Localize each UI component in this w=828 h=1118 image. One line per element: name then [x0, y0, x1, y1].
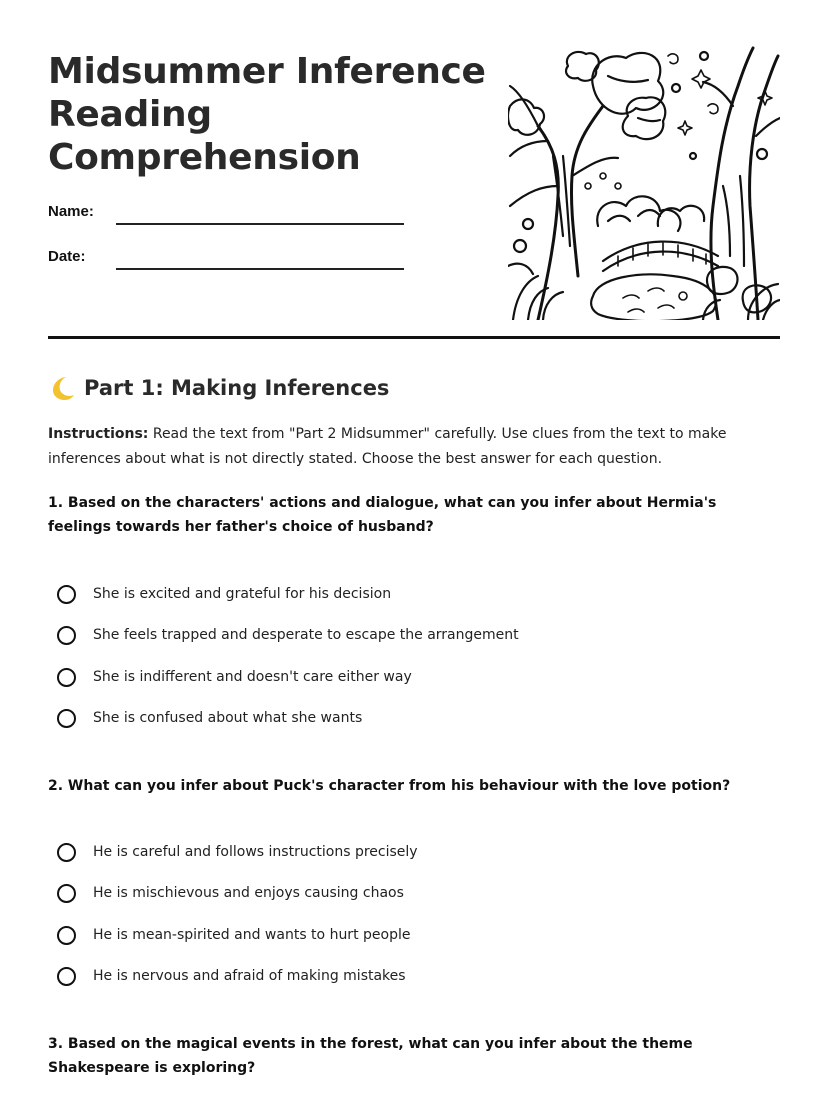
- q2-option-d[interactable]: [57, 963, 406, 989]
- option-label[interactable]: He is mean-spirited and wants to hurt people: [93, 927, 411, 943]
- option-label[interactable]: She is confused about what she wants: [93, 710, 363, 726]
- date-line[interactable]: [116, 268, 404, 270]
- question-1: 1. Based on the characters' actions and dialogue, what can you infer about Hermia's feelings towards her father's choice of husband?: [48, 495, 717, 535]
- header-divider: [48, 336, 780, 339]
- forest-scene-illustration: [508, 46, 780, 320]
- radio-button[interactable]: [57, 843, 76, 862]
- instructions-body: Read the text from "Part 2 Midsummer" carefully. Use clues from the text to make inferences about what is not directly stated. Choose the best answer for each question.: [48, 426, 727, 467]
- q1-option-d[interactable]: [57, 705, 362, 731]
- name-label: Name:: [48, 203, 94, 220]
- part1-heading-text: Part 1: Making Inferences: [84, 376, 390, 400]
- radio-button[interactable]: [57, 585, 76, 604]
- radio-button[interactable]: [57, 626, 76, 645]
- q1-option-c[interactable]: [57, 664, 412, 690]
- instructions-text: [48, 422, 783, 472]
- radio-button[interactable]: [57, 884, 76, 903]
- option-label[interactable]: He is nervous and afraid of making mistakes: [93, 968, 406, 984]
- q1-option-a[interactable]: [57, 581, 391, 607]
- name-line[interactable]: [116, 223, 404, 225]
- option-label[interactable]: She is excited and grateful for his decision: [93, 586, 392, 602]
- crescent-moon-icon: [48, 374, 76, 402]
- date-label: Date:: [48, 248, 86, 265]
- option-label[interactable]: She is indifferent and doesn't care either way: [93, 669, 412, 685]
- date-field[interactable]: [48, 248, 408, 278]
- radio-button[interactable]: [57, 967, 76, 986]
- option-label[interactable]: He is mischievous and enjoys causing chaos: [93, 885, 404, 901]
- instructions-label: Instructions:: [48, 426, 149, 442]
- q2-option-c[interactable]: [57, 922, 410, 948]
- worksheet-title: Midsummer Inference Reading Comprehension: [48, 51, 486, 178]
- radio-button[interactable]: [57, 709, 76, 728]
- radio-button[interactable]: [57, 926, 76, 945]
- radio-button[interactable]: [57, 668, 76, 687]
- name-field[interactable]: [48, 203, 408, 233]
- option-label[interactable]: He is careful and follows instructions precisely: [93, 844, 418, 860]
- part1-heading: [48, 374, 389, 402]
- q2-option-b[interactable]: [57, 880, 404, 906]
- question-2: 2. What can you infer about Puck's character from his behaviour with the love potion?: [48, 778, 731, 794]
- q1-option-b[interactable]: [57, 622, 519, 648]
- q2-option-a[interactable]: [57, 839, 418, 865]
- option-label[interactable]: She feels trapped and desperate to escape the arrangement: [93, 627, 519, 643]
- question-3: 3. Based on the magical events in the forest, what can you infer about the theme Shakespeare is exploring?: [48, 1036, 693, 1076]
